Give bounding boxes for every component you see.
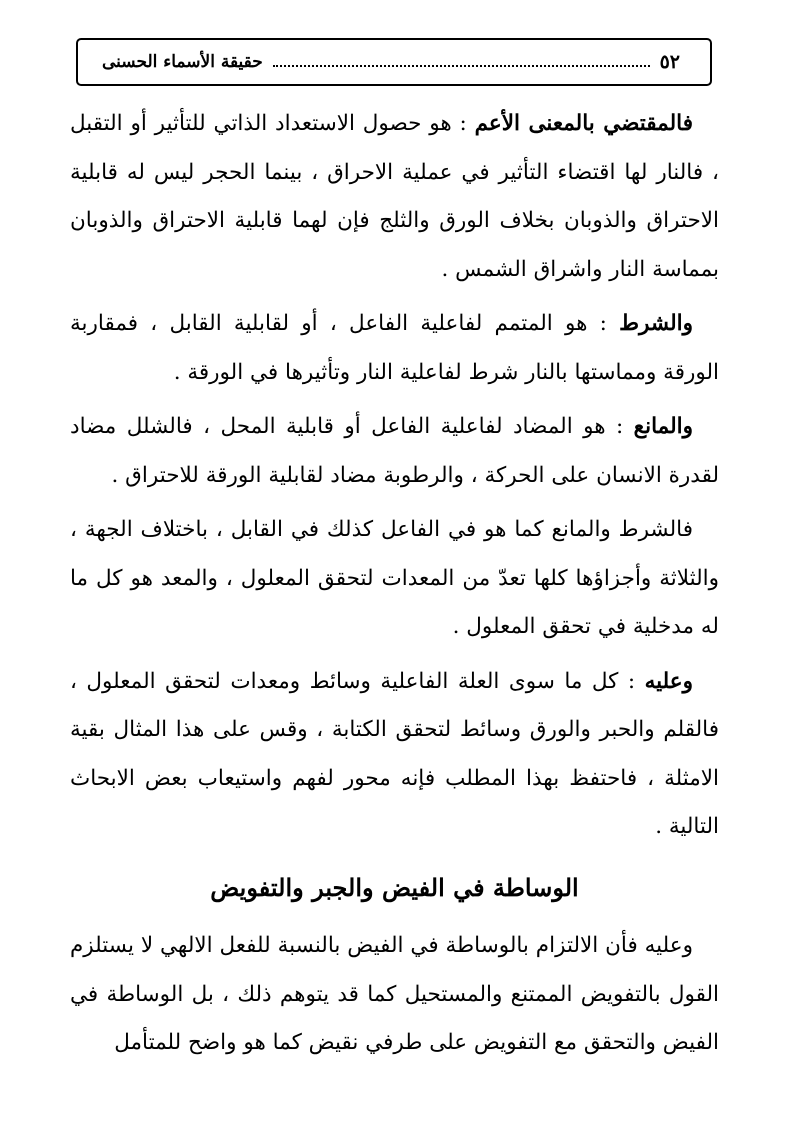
paragraph-text: فالشرط والمانع كما هو في الفاعل كذلك في القابل ، باختلاف الجهة ، والثلاثة وأجزاؤها كلها تعدّ من المعدات لتحقق المعلول ، والمعد هو كل ما له مدخلية في تحقق المعلول . xyxy=(70,517,719,639)
leader-dots xyxy=(273,65,650,67)
term-muqtadi: فالمقتضي بالمعنى الأعم xyxy=(474,111,693,136)
paragraph-muqtadi xyxy=(70,100,719,294)
term-shart: والشرط xyxy=(619,311,693,336)
page-body xyxy=(70,100,719,1074)
paragraph-mani xyxy=(70,403,719,500)
paragraph-closing: وعليه فأن الالتزام بالوساطة في الفيض بالنسبة للفعل الالهي لا يستلزم القول بالتفويض الممتنع والمستحيل كما قد يتوهم ذلك ، بل الوساطة في الفيض والتحقق مع التفويض على طرفي نقيض كما هو واضح للمتأمل xyxy=(70,933,719,1055)
paragraph-alayh xyxy=(70,658,719,852)
paragraph-shart xyxy=(70,300,719,397)
running-title: حقيقة الأسماء الحسنى xyxy=(102,52,263,72)
paragraph-shart-mani xyxy=(70,506,719,652)
running-header xyxy=(76,38,712,86)
term-mani: والمانع xyxy=(633,414,693,439)
paragraph-text: : كل ما سوى العلة الفاعلية وسائط ومعدات لتحقق المعلول ، فالقلم والحبر والورق وسائط لتحقق الكتابة ، وقس على هذا المثال بقية الامثلة ، فاحتفظ بهذا المطلب فإنه محور لفهم واستيعاب بعض الابحاث التالية . xyxy=(70,668,719,839)
page-number: ٥٢ xyxy=(659,51,680,73)
term-alayh: وعليه xyxy=(644,668,693,694)
paragraph-text: : هو حصول الاستعداد الذاتي للتأثير أو التقبل ، فالنار لها اقتضاء التأثير في عملية الاحراق ، بينما الحجر ليس له قابلية الاحتراق والذوبان بخلاف الورق والثلج فإن لهما قابلية الاحتراق والذوبان بمماسة النار واشراق الشمس . xyxy=(70,111,719,282)
paragraph-text: : هو المضاد لفاعلية الفاعل أو قابلية المحل ، فالشلل مضاد لقدرة الانسان على الحركة ، والرطوبة مضاد لقابلية الورقة للاحتراق . xyxy=(70,414,719,488)
paragraph-text: : هو المتمم لفاعلية الفاعل ، أو لقابلية القابل ، فمقاربة الورقة ومماستها بالنار شرط لفاعلية النار وتأثيرها في الورقة . xyxy=(70,311,719,385)
section-heading: الوساطة في الفيض والجبر والتفويض xyxy=(210,872,579,902)
